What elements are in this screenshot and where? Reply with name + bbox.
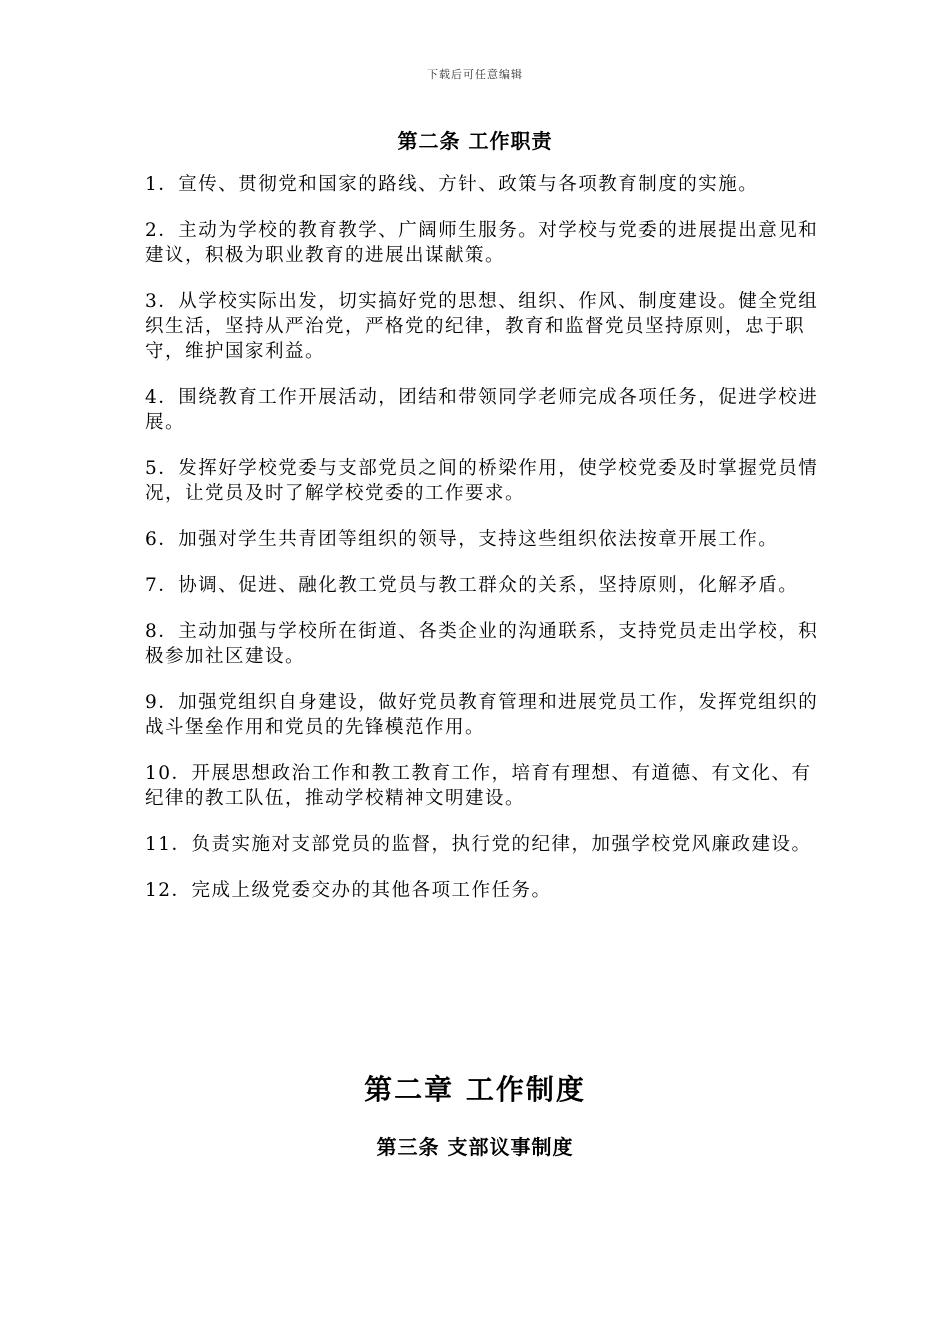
duty-item-12: 12．完成上级党委交办的其他各项工作任务。 <box>145 880 552 901</box>
duty-item-9: 9．加强党组织自身建设，做好党员教育管理和进展党员工作，发挥党组织的战斗堡垒作用和党员的先锋模范作用。 <box>145 692 819 738</box>
duty-item-6: 6．加强对学生共青团等组织的领导，支持这些组织依法按章开展工作。 <box>145 529 779 550</box>
chapter-2-title: 第二章 工作制度 <box>364 1073 586 1106</box>
article-2-title: 第二条 工作职责 <box>397 129 553 153</box>
duty-item-8: 8．主动加强与学校所在街道、各类企业的沟通联系，支持党员走出学校，积极参加社区建设。 <box>145 621 819 667</box>
duty-item-2: 2．主动为学校的教育教学、广阔师生服务。对学校与党委的进展提出意见和建议，积极为职业教育的进展出谋献策。 <box>145 220 819 266</box>
duties-list <box>145 172 820 924</box>
page-header-note: 下载后可任意编辑 <box>427 68 523 81</box>
duty-item-5: 5．发挥好学校党委与支部党员之间的桥梁作用，使学校党委及时掌握党员情况，让党员及时了解学校党委的工作要求。 <box>145 458 819 504</box>
duty-item-4: 4．围绕教育工作开展活动，团结和带领同学老师完成各项任务，促进学校进展。 <box>145 387 819 433</box>
duty-item-1: 1．宣传、贯彻党和国家的路线、方针、政策与各项教育制度的实施。 <box>145 174 759 195</box>
duty-item-10: 10．开展思想政治工作和教工教育工作，培育有理想、有道德、有文化、有纪律的教工队伍，推动学校精神文明建设。 <box>145 763 812 809</box>
duty-item-3: 3．从学校实际出发，切实搞好党的思想、组织、作风、制度建设。健全党组织生活，坚持从严治党，严格党的纪律，教育和监督党员坚持原则，忠于职守，维护国家利益。 <box>145 291 819 362</box>
article-3-title: 第三条 支部议事制度 <box>376 1135 574 1159</box>
duty-item-7: 7．协调、促进、融化教工党员与教工群众的关系，坚持原则，化解矛盾。 <box>145 575 799 596</box>
duty-item-11: 11．负责实施对支部党员的监督，执行党的纪律，加强学校党风廉政建设。 <box>145 834 812 855</box>
